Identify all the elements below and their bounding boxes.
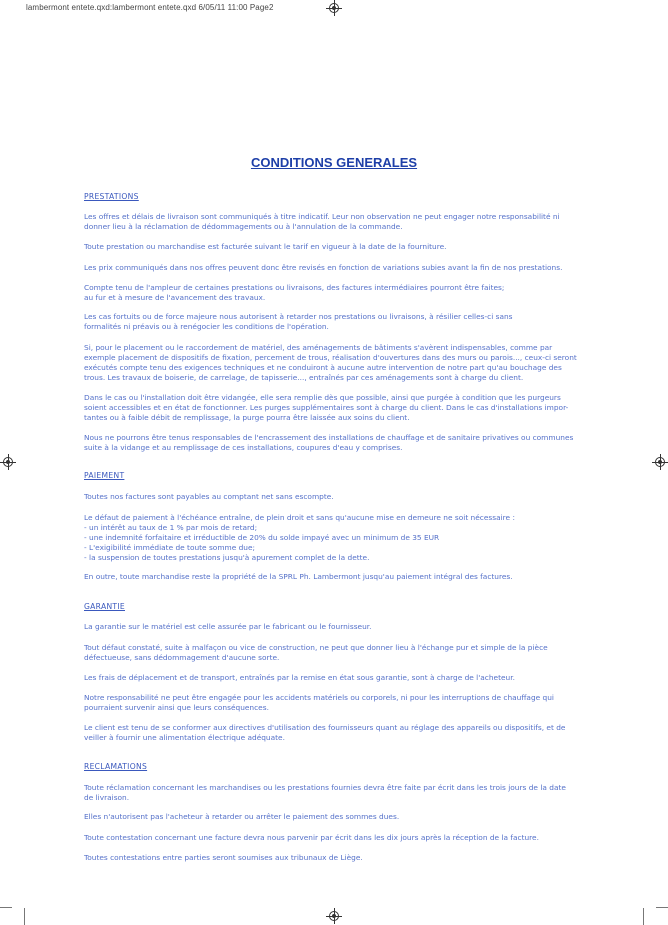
- paragraph-line: Toute contestation concernant une facture devra nous parvenir par écrit dans les dix jours après la réception de la facture.: [84, 833, 539, 842]
- paragraph: [84, 812, 586, 822]
- paragraph-line: formalités ni préavis ou à renégocier les conditions de l'opération.: [84, 322, 329, 331]
- paragraph-line: Toutes nos factures sont payables au comptant net sans escompte.: [84, 492, 334, 501]
- registration-mark-top: [329, 3, 339, 13]
- paragraph-line: Les offres et délais de livraison sont communiqués à titre indicatif. Leur non observation ne peut engager notre responsabilité ni: [84, 212, 560, 221]
- paragraph: [84, 242, 586, 252]
- paragraph-line: Le défaut de paiement à l'échéance entraîne, de plein droit et sans qu'aucune mise en demeure ne soit nécessaire :: [84, 513, 515, 522]
- paragraph-line: Le client est tenu de se conformer aux directives d'utilisation des fournisseurs quant au réglage des appareils ou dispositifs, et de: [84, 723, 566, 732]
- paragraph-line: défectueuse, sans dédommagement d'aucune sorte.: [84, 653, 280, 662]
- file-slug: lambermont entete.qxd:lambermont entete.qxd 6/05/11 11:00 Page2: [26, 3, 274, 12]
- registration-mark-bottom: [329, 911, 339, 921]
- section-heading: RECLAMATIONS: [84, 762, 148, 771]
- paragraph-line: suite à la vidange et au remplissage de ces installations, coupures d'eau y comprises.: [84, 443, 403, 452]
- paragraph-line: Dans le cas ou l'installation doit être vidangée, elle sera remplie dès que possible, ainsi que purgée à condition que les purgeurs: [84, 393, 561, 402]
- section-heading: PAIEMENT: [84, 471, 125, 480]
- section-heading: PRESTATIONS: [84, 192, 139, 201]
- paragraph: [84, 343, 586, 383]
- paragraph: [84, 783, 586, 803]
- paragraph-line: - la suspension de toutes prestations jusqu'à apurement complet de la dette.: [84, 553, 370, 562]
- paragraph: [84, 513, 586, 563]
- paragraph-line: Elles n'autorisent pas l'acheteur à retarder ou arrêter le paiement des sommes dues.: [84, 812, 400, 821]
- paragraph-line: trous. Les travaux de boiserie, de carrelage, de tapisserie..., entraînés par ces aménagements sont à charge du client.: [84, 373, 524, 382]
- paragraph-line: veiller à fournir une alimentation électrique adéquate.: [84, 733, 285, 742]
- paragraph: [84, 492, 586, 502]
- paragraph: [84, 263, 586, 273]
- paragraph: [84, 312, 586, 332]
- paragraph-line: Toute réclamation concernant les marchandises ou les prestations fournies devra être faite par écrit dans les trois jours de la date: [84, 783, 566, 792]
- paragraph-line: La garantie sur le matériel est celle assurée par le fabricant ou le fournisseur.: [84, 622, 372, 631]
- paragraph-line: soient accessibles et en état de fonctionner. Les purges supplémentaires sont à charge du client. Dans le cas d'installations impor-: [84, 403, 569, 412]
- paragraph-line: - L'exigibilité immédiate de toute somme due;: [84, 543, 256, 552]
- paragraph: [84, 212, 586, 232]
- paragraph-line: - une indemnité forfaitaire et irréductible de 20% du solde impayé avec un minimum de 35 EUR: [84, 533, 440, 542]
- paragraph-line: Toute prestation ou marchandise est facturée suivant le tarif en vigueur à la date de la fourniture.: [84, 242, 447, 251]
- paragraph: [84, 433, 586, 453]
- paragraph-line: Toutes contestations entre parties seront soumises aux tribunaux de Liège.: [84, 853, 363, 862]
- paragraph-line: Notre responsabilité ne peut être engagée pour les accidents matériels ou corporels, ni pour les interruptions de chauffage qui: [84, 693, 554, 702]
- paragraph: [84, 393, 586, 423]
- paragraph-line: de livraison.: [84, 793, 130, 802]
- paragraph-line: Tout défaut constaté, suite à malfaçon ou vice de construction, ne peut que donner lieu à l'échange pur et simple de la pièce: [84, 643, 548, 652]
- paragraph-line: tantes ou à faible débit de remplissage, la purge pourra être laissée aux soins du client.: [84, 413, 410, 422]
- registration-mark-right: [655, 457, 665, 467]
- paragraph: [84, 622, 586, 632]
- crop-mark: [24, 908, 25, 925]
- section-heading: GARANTIE: [84, 602, 125, 611]
- paragraph: [84, 723, 586, 743]
- paragraph-line: Compte tenu de l'ampleur de certaines prestations ou livraisons, des factures intermédiaires pourront être faites;: [84, 283, 505, 292]
- crop-mark: [656, 907, 668, 908]
- crop-mark: [0, 907, 12, 908]
- paragraph-line: donner lieu à la réclamation de dédommagements ou à l'annulation de la commande.: [84, 222, 403, 231]
- paragraph-line: exécutés compte tenu des exigences techniques et ne conduiront à aucune autre intervention de notre part qu'au bouchage des: [84, 363, 562, 372]
- paragraph-line: Si, pour le placement ou le raccordement de matériel, des aménagements de bâtiments s'avèrent indispensables, comme par: [84, 343, 553, 352]
- paragraph-line: En outre, toute marchandise reste la propriété de la SPRL Ph. Lambermont jusqu'au paiement intégral des factures.: [84, 572, 513, 581]
- paragraph: [84, 283, 586, 303]
- paragraph: [84, 643, 586, 663]
- paragraph: [84, 693, 586, 713]
- paragraph-line: - un intérêt au taux de 1 % par mois de retard;: [84, 523, 258, 532]
- paragraph-line: Les cas fortuits ou de force majeure nous autorisent à retarder nos prestations ou livraisons, à résilier celles-ci sans: [84, 312, 513, 321]
- paragraph: [84, 572, 586, 582]
- paragraph-line: Nous ne pourrons être tenus responsables de l'encrassement des installations de chauffage et de sanitaire privatives ou communes: [84, 433, 574, 442]
- paragraph-line: Les prix communiqués dans nos offres peuvent donc être revisés en fonction de variations subies avant la fin de nos prestations.: [84, 263, 563, 272]
- registration-mark-left: [3, 457, 13, 467]
- paragraph-line: Les frais de déplacement et de transport, entraînés par la remise en état sous garantie, sont à charge de l'acheteur.: [84, 673, 515, 682]
- paragraph-line: au fur et à mesure de l'avancement des travaux.: [84, 293, 266, 302]
- paragraph-line: pourraient survenir ainsi que leurs conséquences.: [84, 703, 269, 712]
- paragraph: [84, 853, 586, 863]
- paragraph-line: exemple placement de dispositifs de fixation, percement de trous, réalisation d'ouvertures dans des murs ou parois..., ceux-ci seront: [84, 353, 577, 362]
- paragraph: [84, 673, 586, 683]
- paragraph: [84, 833, 586, 843]
- crop-mark: [643, 908, 644, 925]
- document-title: CONDITIONS GENERALES: [250, 155, 418, 170]
